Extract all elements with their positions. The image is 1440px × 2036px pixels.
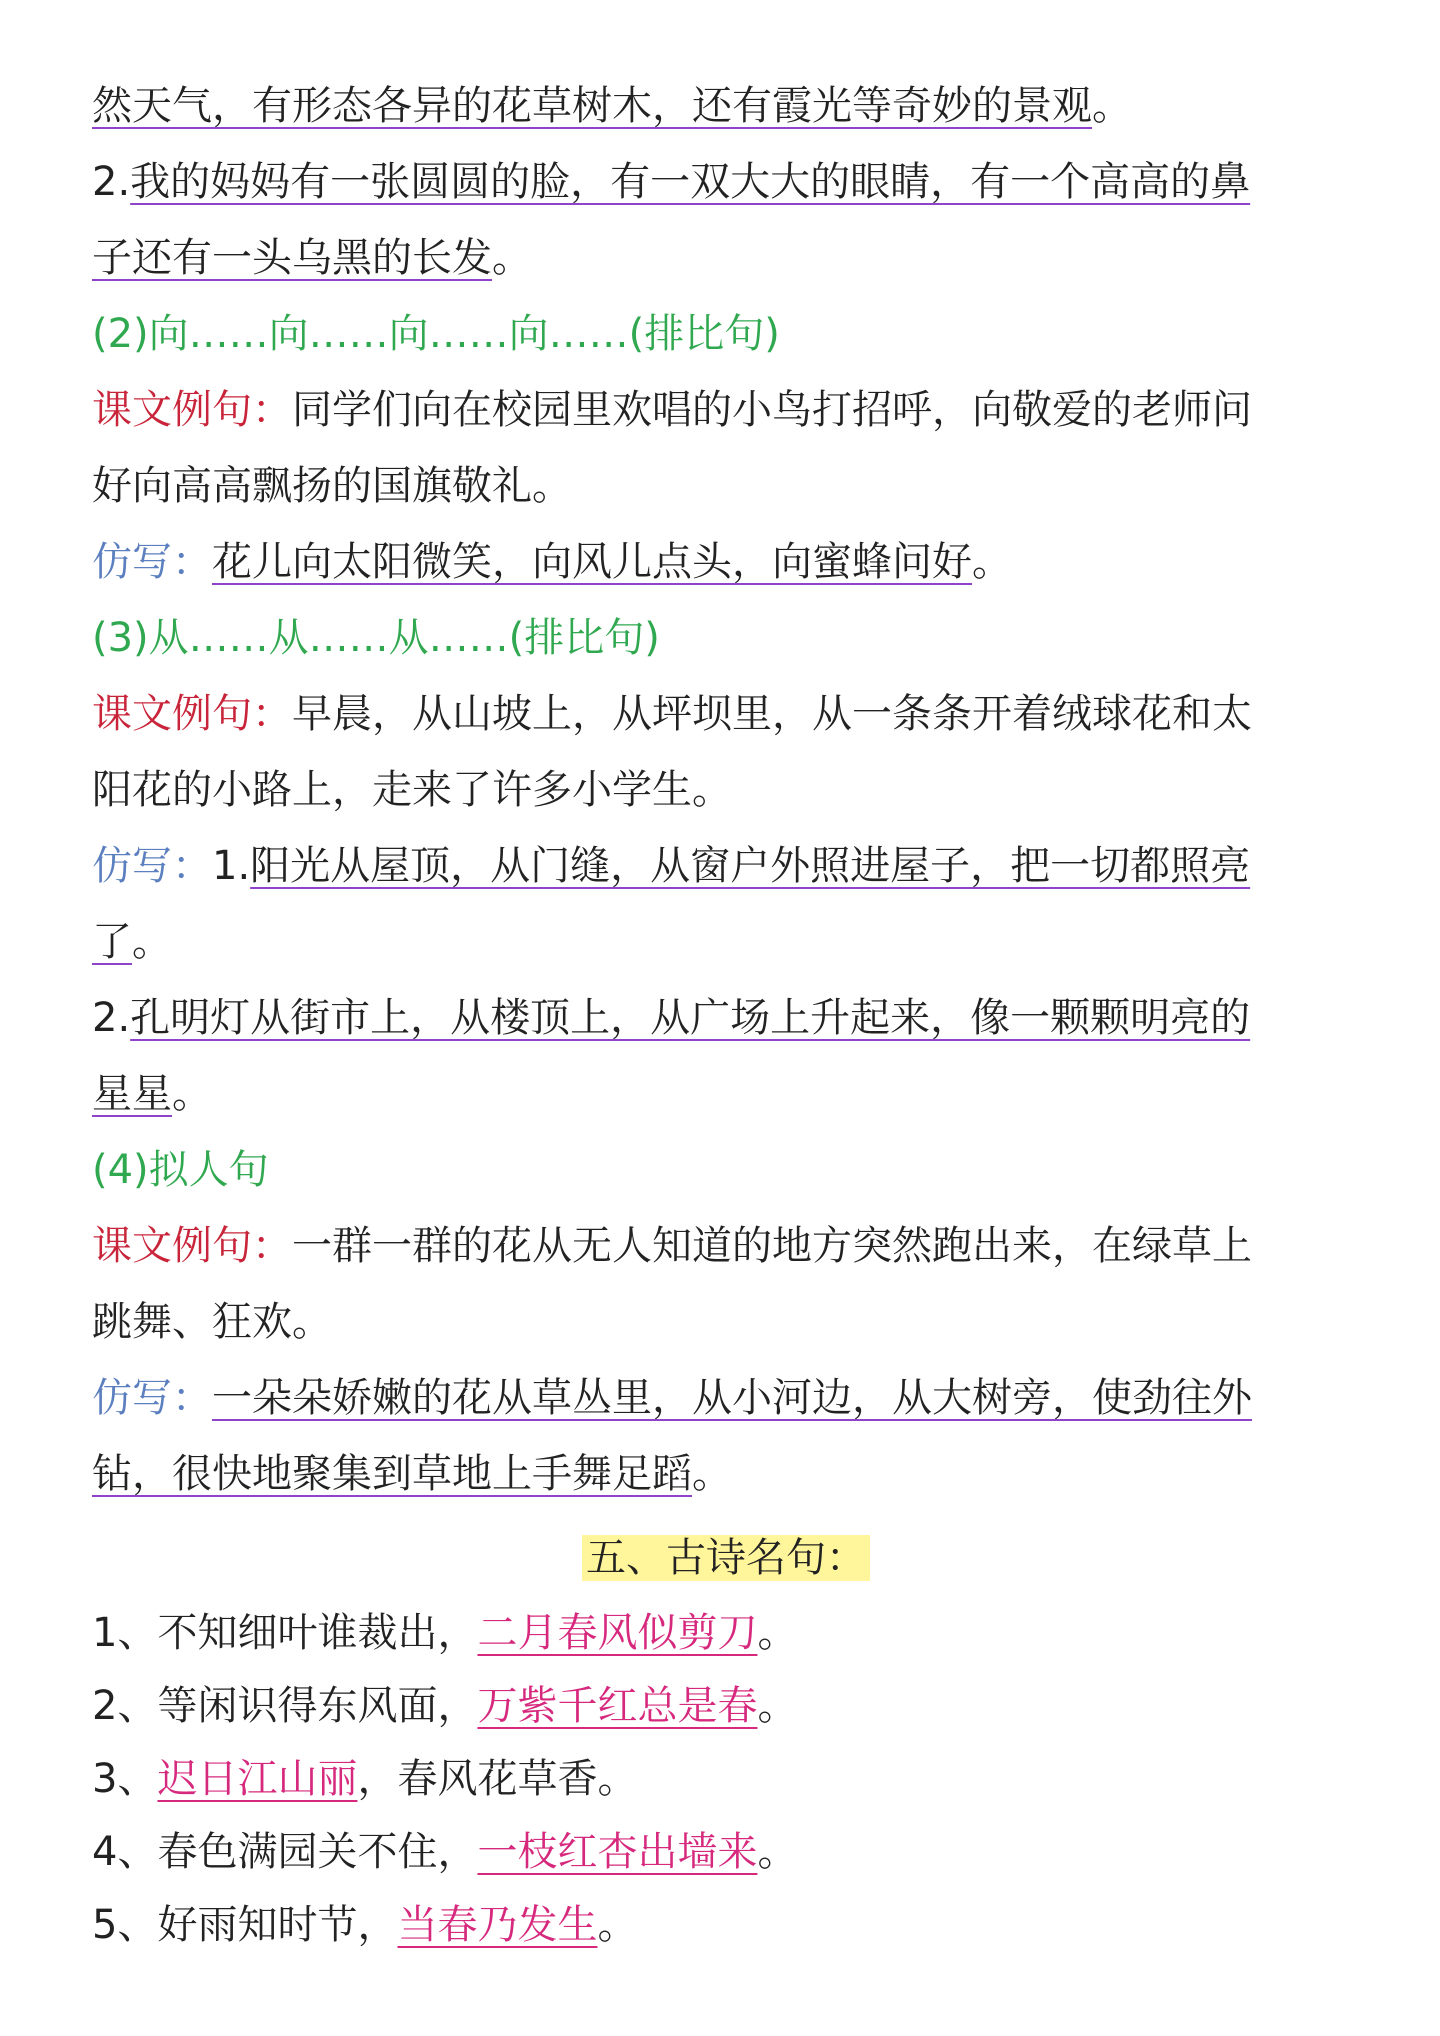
section4-example-text1: 一群一群的花从无人知道的地方突然跑出来，在绿草上	[292, 1223, 1252, 1269]
section3-imitate1-line2	[92, 904, 1360, 980]
poem-suffix: 。	[597, 1902, 638, 1948]
section3-imitate1-text2: 了	[92, 919, 132, 965]
poem-prefix: 3、	[92, 1756, 158, 1802]
item2-line2	[92, 220, 1360, 296]
section4-example-line2: 跳舞、狂欢。	[92, 1299, 332, 1345]
section4-imitate-text1: 一朵朵娇嫩的花从草丛里，从小河边，从大树旁，使劲往外	[212, 1375, 1252, 1421]
section3-example-line2: 阳花的小路上，走来了许多小学生。	[92, 767, 732, 813]
section2-imitate-text: 花儿向太阳微笑，向风儿点头，向蜜蜂问好	[212, 539, 972, 585]
section3-imitate1-number: 1.	[212, 843, 251, 889]
continuation-end: 。	[1092, 83, 1132, 129]
section3-imitate2-line2	[92, 1056, 1360, 1132]
poem-prefix: 4、春色满园关不住，	[92, 1829, 478, 1875]
section2-example-line1	[92, 372, 1360, 448]
section3-imitate2-text2: 星星	[92, 1071, 172, 1117]
poems-title: 五、古诗名句：	[582, 1535, 870, 1581]
section4-imitate-text2: 钻，很快地聚集到草地上手舞足蹈	[92, 1451, 692, 1497]
continuation-line	[92, 68, 1360, 144]
section2-imitate-line	[92, 524, 1360, 600]
poem-suffix: ，春风花草香。	[357, 1756, 638, 1802]
section4-example-line1	[92, 1208, 1360, 1284]
poems-title-line	[92, 1520, 1360, 1596]
item2-number: 2.	[92, 159, 131, 205]
item2-line1	[92, 144, 1360, 220]
item2-text-line2: 子还有一头乌黑的长发	[92, 235, 492, 281]
section2-heading: (2)向……向……向……向……(排比句)	[92, 311, 780, 357]
poem-item	[92, 1890, 1360, 1961]
poem-answer: 万紫千红总是春	[477, 1683, 758, 1729]
section3-heading: (3)从……从……从……(排比句)	[92, 615, 660, 661]
poem-suffix: 。	[757, 1610, 798, 1656]
section4-imitate-line1	[92, 1360, 1360, 1436]
section4-imitate-label: 仿写：	[92, 1375, 212, 1421]
section3-imitate2-end: 。	[172, 1071, 212, 1117]
poem-prefix: 2、等闲识得东风面，	[92, 1683, 478, 1729]
section3-imitate1-end: 。	[132, 919, 172, 965]
poem-answer: 迟日江山丽	[157, 1756, 358, 1802]
section2-imitate-label: 仿写：	[92, 539, 212, 585]
poem-prefix: 1、不知细叶谁裁出，	[92, 1610, 478, 1656]
poem-answer: 一枝红杏出墙来	[477, 1829, 758, 1875]
section3-imitate2-text1: 孔明灯从街市上，从楼顶上，从广场上升起来，像一颗颗明亮的	[130, 995, 1251, 1041]
section3-imitate2-line1	[92, 980, 1360, 1056]
section3-imitate1-line1	[92, 828, 1360, 904]
section4-imitate-end: 。	[692, 1451, 732, 1497]
section3-imitate-label: 仿写：	[92, 843, 212, 889]
section2-example-label: 课文例句：	[92, 387, 292, 433]
poem-answer: 二月春风似剪刀	[477, 1610, 758, 1656]
poem-item	[92, 1671, 1360, 1742]
item2-end: 。	[492, 235, 532, 281]
poem-item	[92, 1744, 1360, 1815]
section3-example-line1	[92, 676, 1360, 752]
section4-heading: (4)拟人句	[92, 1147, 269, 1193]
section3-example-label: 课文例句：	[92, 691, 292, 737]
section4-imitate-line2	[92, 1436, 1360, 1512]
poem-suffix: 。	[757, 1829, 798, 1875]
continuation-text: 然天气，有形态各异的花草树木，还有霞光等奇妙的景观	[92, 83, 1092, 129]
section2-example-line2: 好向高高飘扬的国旗敬礼。	[92, 463, 572, 509]
section4-example-label: 课文例句：	[92, 1223, 292, 1269]
section3-imitate1-text1: 阳光从屋顶，从门缝，从窗户外照进屋子，把一切都照亮	[250, 843, 1251, 889]
poem-suffix: 。	[757, 1683, 798, 1729]
section3-example-text1: 早晨，从山坡上，从坪坝里，从一条条开着绒球花和太	[292, 691, 1252, 737]
section2-example-text1: 同学们向在校园里欢唱的小鸟打招呼，向敬爱的老师问	[292, 387, 1252, 433]
poem-answer: 当春乃发生	[397, 1902, 598, 1948]
item2-text-line1: 我的妈妈有一张圆圆的脸，有一双大大的眼睛，有一个高高的鼻	[130, 159, 1251, 205]
section2-imitate-end: 。	[972, 539, 1012, 585]
poem-item	[92, 1598, 1360, 1669]
poem-item	[92, 1817, 1360, 1888]
section3-imitate2-number: 2.	[92, 995, 131, 1041]
poem-prefix: 5、好雨知时节，	[92, 1902, 398, 1948]
